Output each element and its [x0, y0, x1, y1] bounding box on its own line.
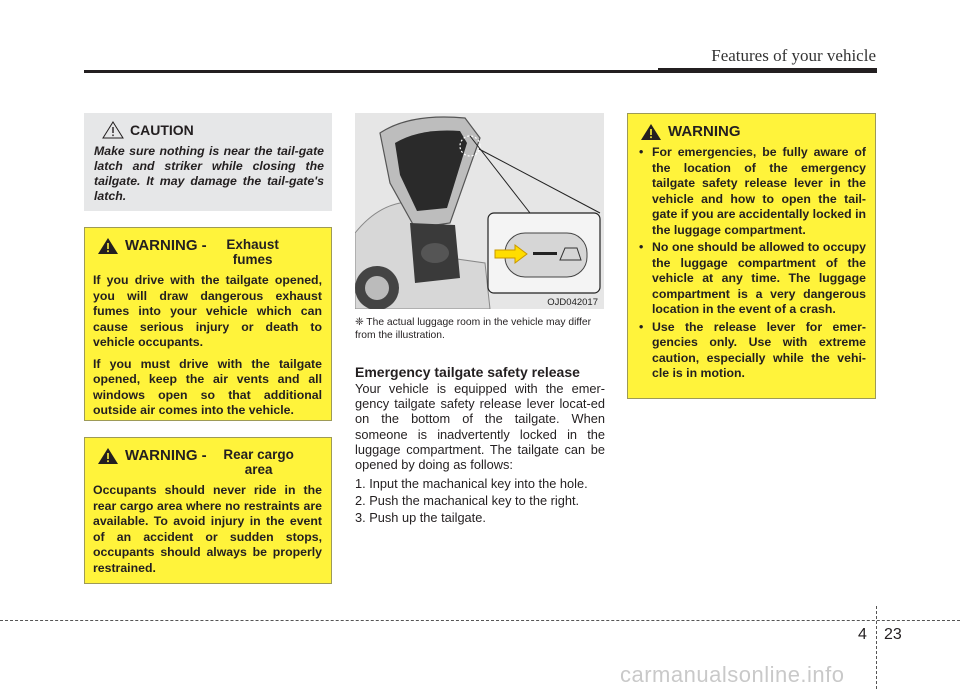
watermark: carmanualsonline.info [620, 662, 845, 687]
warning-cargo-label: WARNING - [125, 447, 207, 464]
list-item: • No one should be allowed to occupy the luggage compartment of the vehicle at any time. The luggage compartment is a very dangerous location in the event of a crash. [636, 240, 866, 318]
warning-exhaust-label: WARNING - [125, 237, 207, 254]
warning-exhaust-title [97, 237, 322, 267]
warning-release-box [627, 113, 876, 399]
warning-cargo-box [84, 437, 332, 584]
caution-title-text: CAUTION [130, 122, 194, 138]
warning-exhaust-subtitle: Exhaust fumes [226, 237, 279, 267]
warning-release-label: WARNING [668, 123, 741, 140]
caution-icon [102, 121, 124, 139]
chapter-number: 4 [858, 626, 867, 643]
warning-release-title [640, 123, 866, 141]
warning-icon [640, 123, 662, 141]
tailgate-drawing [355, 113, 604, 309]
section-title: Emergency tailgate safety release [355, 364, 580, 380]
step-item: 3. Push up the tailgate. [355, 510, 486, 525]
section-body: Your vehicle is equipped with the emer-gency tailgate safety release lever locat-ed on the bottom of the tailgate. When someone is inadvertently locked in the luggage compartment. The tailgate can be opened by doing as follows: [355, 381, 605, 473]
page-number: 23 [884, 626, 902, 643]
caution-title [102, 121, 324, 139]
tailgate-illustration [355, 113, 604, 309]
illustration-code: OJD042017 [547, 297, 598, 308]
list-item: • For emergencies, be fully aware of the location of the emergency tailgate safety release lever in the vehicle and how to open the tail-gate if you are accidentally locked in the luggage compartment. [636, 145, 866, 238]
running-header: Features of your vehicle [711, 46, 876, 65]
list-item: • Use the release lever for emer-gencies only. Use with extreme caution, especially while the vehi-cle is in motion. [636, 320, 866, 382]
warning-exhaust-p2: If you must drive with the tailgate opened, keep the air vents and all windows open so that additional outside air comes into the vehicle. [93, 356, 322, 417]
warning-exhaust-box [84, 227, 332, 421]
warning-exhaust-p1: If you drive with the tailgate opened, you will draw dangerous exhaust fumes into your vehicle which can cause serious injury or death to vehicle occupants. [93, 273, 322, 349]
step-item: 1. Input the machanical key into the hole. [355, 476, 588, 491]
header-rule-thick [658, 68, 877, 73]
warning-release-list [636, 145, 866, 382]
caution-body: Make sure nothing is near the tail-gate latch and striker while closing the tailgate. It may damage the tail-gate's latch. [94, 144, 324, 203]
warning-cargo-p1: Occupants should never ride in the rear cargo area where no restraints are available. To avoid injury in the event of an accident or sudden stops, occupants should always be properly restrained. [93, 483, 322, 575]
step-item: 2. Push the machanical key to the right. [355, 493, 580, 508]
warning-icon [97, 447, 119, 465]
warning-cargo-title [97, 447, 322, 477]
warning-cargo-subtitle: Rear cargo area [223, 447, 294, 477]
warning-icon [97, 237, 119, 255]
steps-list [355, 476, 607, 527]
caution-box [84, 113, 332, 211]
footer-divider [876, 606, 877, 689]
illustration-note: ❈ The actual luggage room in the vehicle may differ from the illustration. [355, 317, 592, 341]
footer-rule [0, 620, 960, 621]
